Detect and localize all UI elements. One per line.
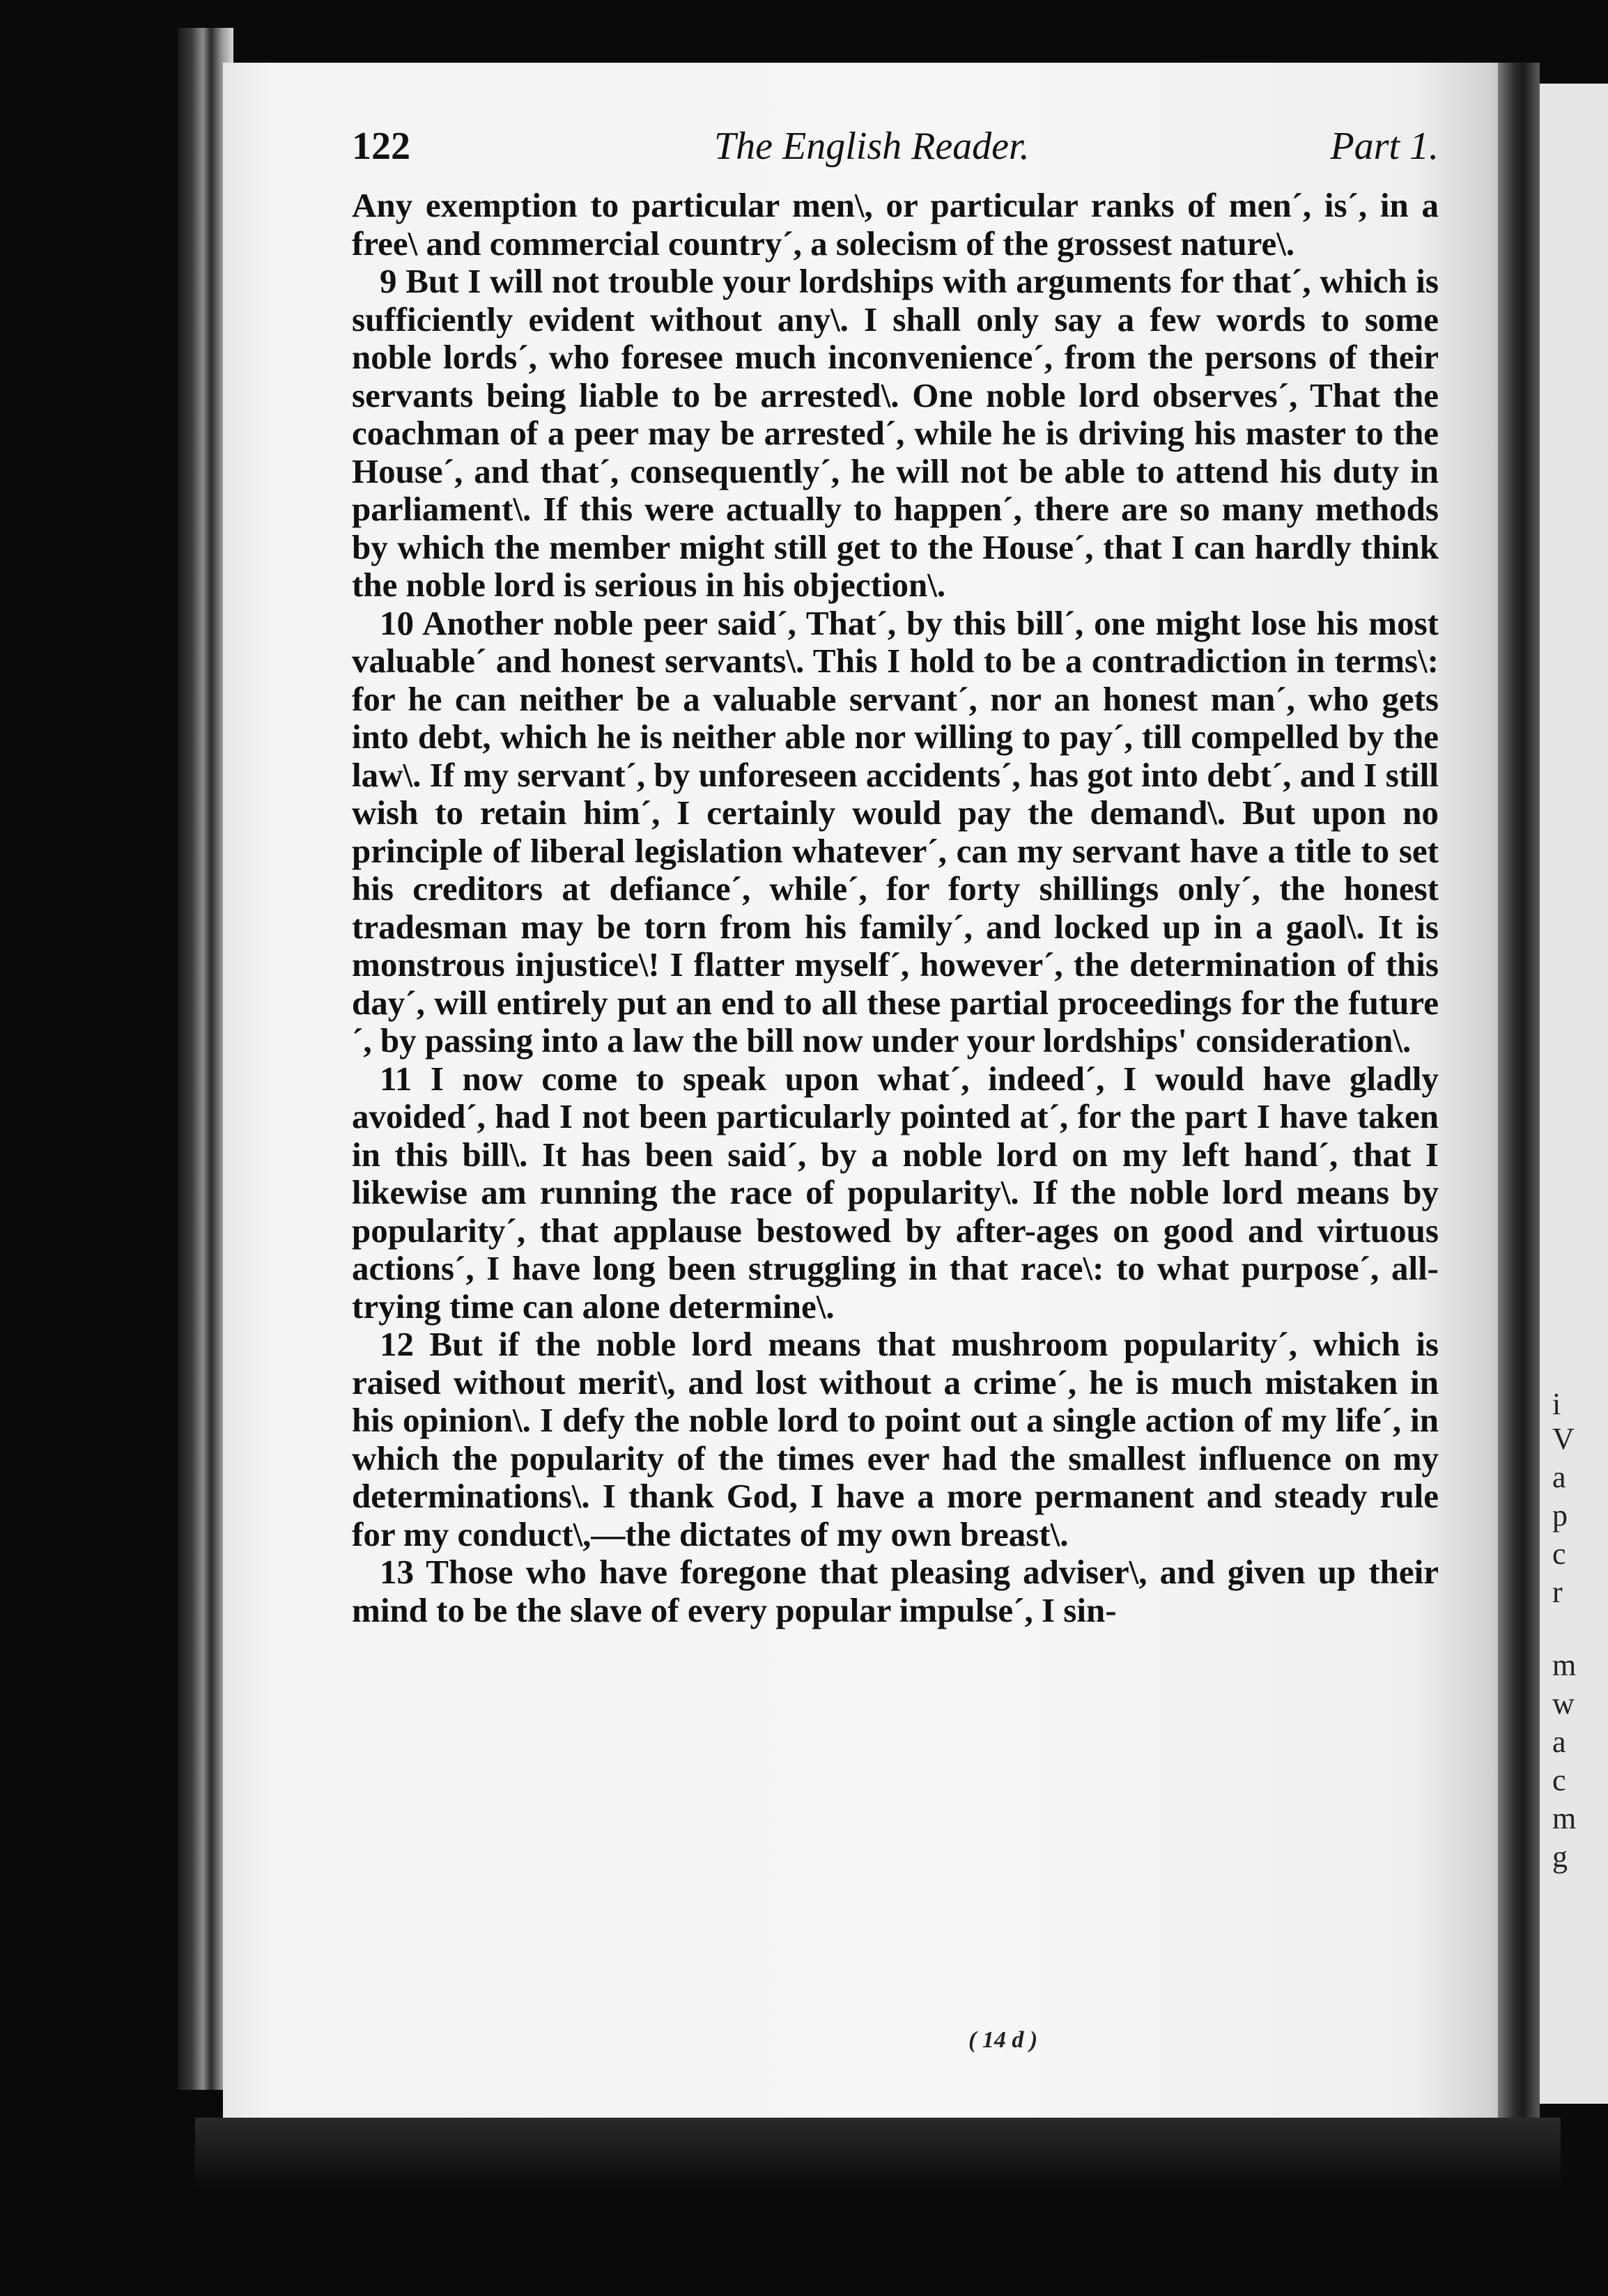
adjacent-page (1540, 84, 1608, 2104)
body-text (352, 187, 1439, 1629)
adjacent-page-fragment: p (1552, 1498, 1568, 1533)
scan-bottom-edge (195, 2118, 1561, 2296)
adjacent-page-fragment: a (1552, 1460, 1566, 1494)
adjacent-page-fragment: c (1552, 1763, 1566, 1797)
printer-signature: ( 14 d ) (968, 2027, 1038, 2053)
page-gutter (1498, 63, 1540, 2125)
running-header (352, 124, 1439, 180)
paragraph-13: 13 Those who have foregone that pleasing adviser\, and given up their mind to be the slave of every popular impulse´, I sin- (352, 1553, 1439, 1629)
adjacent-page-fragment: m (1552, 1648, 1577, 1682)
adjacent-page-fragment: r (1552, 1575, 1563, 1609)
paragraph-10: 10 Another noble peer said´, That´, by this bill´, one might lose his most valuable´ and honest servants\. This I hold to be a contradiction in terms\: for he can neither be a valuable servant´, nor an honest man´, who gets into debt, which he is neither able nor willing to pay´, till compelled by the law\. If my servant´, by unforeseen accidents´, has got into debt´, and I still wish to retain him´, I certainly would pay the demand\. But upon no principle of liberal legislation whatever´, can my servant have a title to set his creditors at defiance´, while´, for forty shillings only´, the honest tradesman may be torn from his family´, and locked up in a gaol\. It is monstrous injustice\! I flatter myself´, however´, the determination of this day´, will entirely put an end to all these partial proceedings for the future´, by passing into a law the bill now under your lordships' consideration\. (352, 603, 1439, 1060)
page-number: 122 (352, 125, 410, 168)
paragraph-11: 11 I now come to speak upon what´, indeed´, I would have gladly avoided´, had I not been particularly pointed at´, for the part I have taken in this bill\. It has been said´, by a noble lord on my left hand´, that I likewise am running the race of popularity\. If the noble lord means by popularity´, that applause bestowed by after-ages on good and virtuous actions´, I have long been struggling in that race\: to what purpose´, all-trying time can alone determine\. (352, 1059, 1439, 1326)
adjacent-page-fragment: g (1552, 1840, 1568, 1874)
adjacent-page-fragment: i (1552, 1387, 1561, 1421)
adjacent-page-fragment: w (1552, 1686, 1575, 1721)
paragraph-9: 9 But I will not trouble your lordships with arguments for that´, which is sufficiently evident without any\. I shall only say a few words to some noble lords´, who foresee much inconvenience´, from the persons of their servants being liable to be arrested\. One noble lord observes´, That the coachman of a peer may be arrested´, while he is driving his master to the House´, and that´, consequently´, he will not be able to attend his duty in parliament\. If this were actually to happen´, there are so many methods by which the member might still get to the House´, that I can hardly think the noble lord is serious in his objection\. (352, 262, 1439, 604)
adjacent-page-fragment: V (1552, 1422, 1575, 1456)
running-title: The English Reader. (714, 125, 1030, 168)
adjacent-page-fragment: m (1552, 1801, 1577, 1836)
part-label: Part 1. (1330, 125, 1439, 168)
adjacent-page-fragment: c (1552, 1537, 1566, 1571)
paragraph-continuation: Any exemption to particular men\, or particular ranks of men´, is´, in a free\ and commercial country´, a solecism of the grossest nature\. (352, 186, 1439, 263)
paragraph-12: 12 But if the noble lord means that mushroom popularity´, which is raised without merit\, and lost without a crime´, he is much mistaken in his opinion\. I defy the noble lord to point out a single action of my life´, in which the popularity of the times ever had the smallest influence on my determinations\. I thank God, I have a more permanent and steady rule for my conduct\,—the dictates of my own breast\. (352, 1325, 1439, 1553)
adjacent-page-fragment: a (1552, 1725, 1566, 1759)
